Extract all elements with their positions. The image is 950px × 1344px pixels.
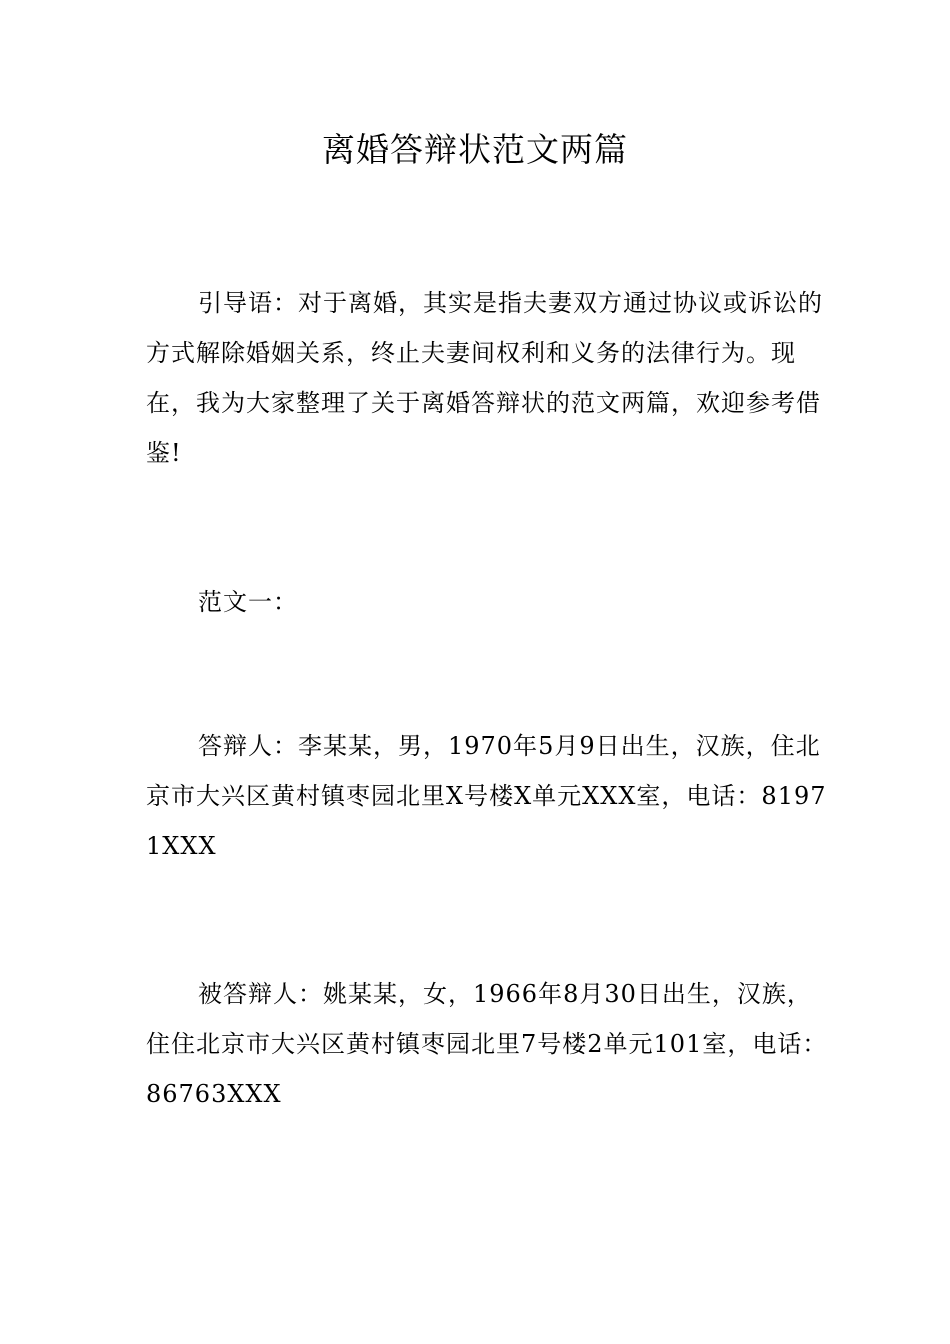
- other-party-paragraph: 被答辩人：姚某某，女，1966年8月30日出生，汉族，住住北京市大兴区黄村镇枣园北里7号楼2单元101室，电话：86763XXX: [146, 980, 828, 1108]
- sample-heading: 范文一：: [198, 588, 298, 616]
- document-title: 离婚答辩状范文两篇: [322, 130, 628, 169]
- intro-paragraph: 引导语：对于离婚，其实是指夫妻双方通过协议或诉讼的方式解除婚姻关系，终止夫妻间权利和义务的法律行为。现在，我为大家整理了关于离婚答辩状的范文两篇，欢迎参考借鉴!: [146, 289, 823, 467]
- respondent-paragraph: 答辩人：李某某，男，1970年5月9日出生，汉族，住北京市大兴区黄村镇枣园北里X号楼X单元XXX室，电话：81971XXX: [146, 732, 827, 860]
